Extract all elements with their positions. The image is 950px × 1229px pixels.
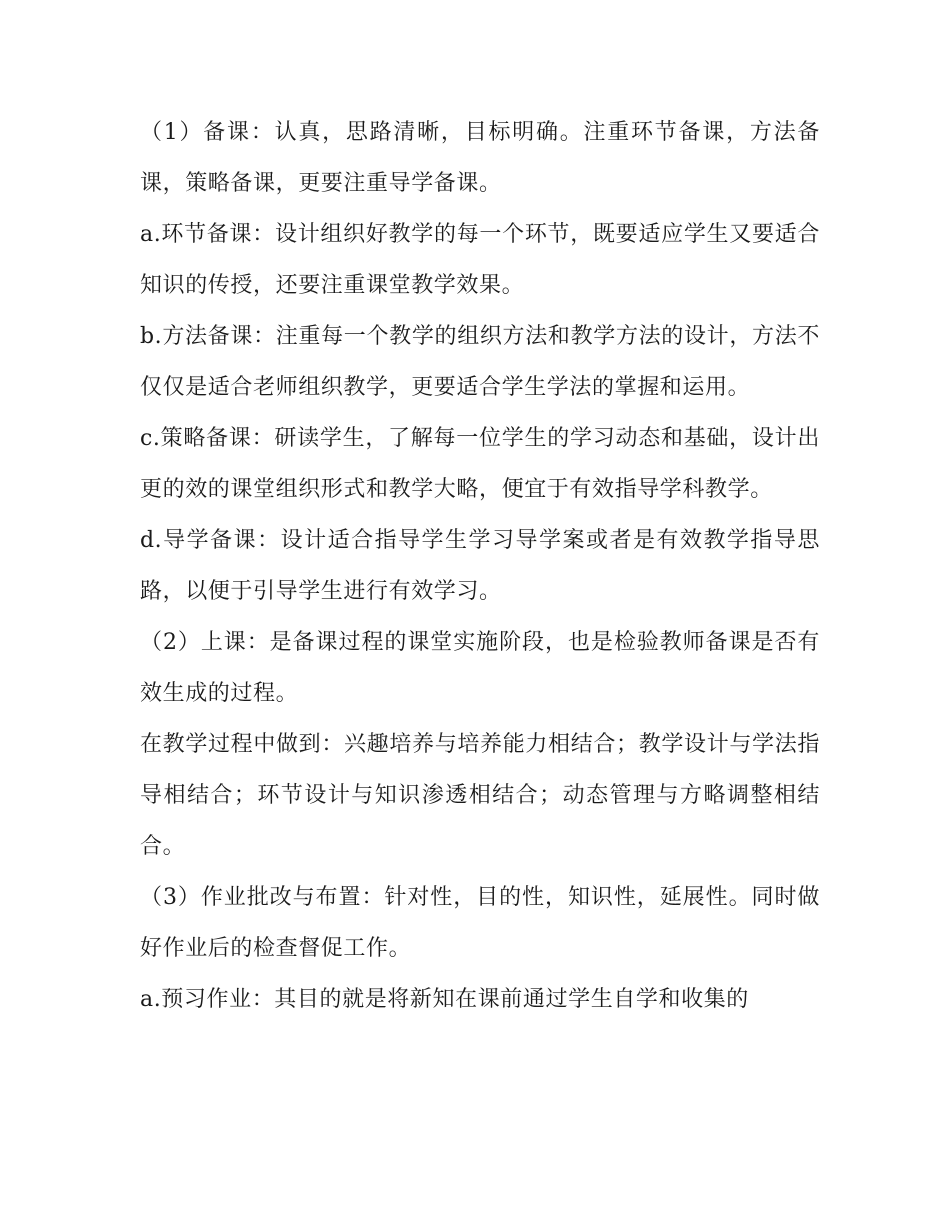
document-body bbox=[140, 107, 820, 1025]
paragraph-lesson-prep: （1）备课：认真，思路清晰，目标明确。注重环节备课，方法备课，策略备课，更要注重导学备课。 bbox=[140, 120, 820, 196]
paragraph-teaching-process: 在教学过程中做到：兴趣培养与培养能力相结合；教学设计与学法指导相结合；环节设计与知识渗透相结合；动态管理与方略调整相结合。 bbox=[140, 732, 820, 859]
paragraph-class: （2）上课：是备课过程的课堂实施阶段，也是检验教师备课是否有效生成的过程。 bbox=[140, 630, 820, 706]
paragraph-strategy-prep: c.策略备课：研读学生，了解每一位学生的学习动态和基础，设计出更的效的课堂组织形式和教学大略，便宜于有效指导学科教学。 bbox=[140, 426, 820, 502]
paragraph-step-prep: a.环节备课：设计组织好教学的每一个环节，既要适应学生又要适合知识的传授，还要注重课堂教学效果。 bbox=[140, 222, 820, 298]
paragraph-method-prep: b.方法备课：注重每一个教学的组织方法和教学方法的设计，方法不仅仅是适合老师组织教学，更要适合学生学法的掌握和运用。 bbox=[140, 324, 820, 400]
paragraph-homework: （3）作业批改与布置：针对性，目的性，知识性，延展性。同时做好作业后的检查督促工作。 bbox=[140, 885, 820, 961]
paragraph-guided-prep: d.导学备课：设计适合指导学生学习导学案或者是有效教学指导思路，以便于引导学生进行有效学习。 bbox=[140, 528, 820, 604]
paragraph-preview-homework: a.预习作业：其目的就是将新知在课前通过学生自学和收集的 bbox=[140, 987, 749, 1012]
